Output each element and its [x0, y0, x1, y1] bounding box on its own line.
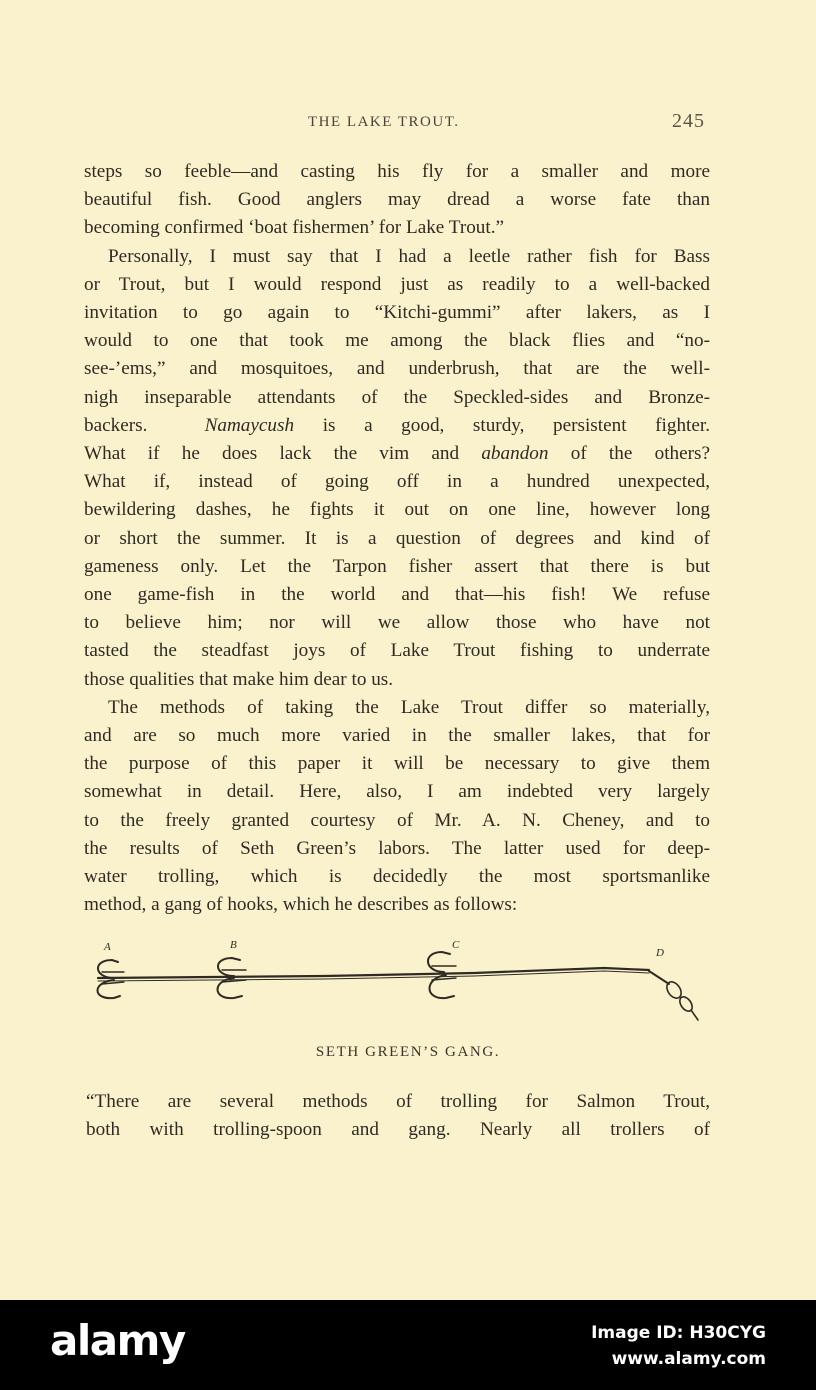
text-line: or short the summer. It is a question of degrees and kind of: [84, 527, 710, 549]
paragraph-1: [84, 158, 710, 243]
italic-word: abandon: [481, 443, 549, 465]
image-id-block: [591, 1320, 766, 1372]
text-line: one game-fish in the world and that—his fish! We refuse: [84, 584, 710, 606]
hook-b: [218, 958, 247, 998]
running-title: THE LAKE TROUT.: [308, 114, 460, 130]
italic-word: Namaycush: [204, 414, 295, 436]
text-fragment: What if he does lack the vim and: [84, 443, 460, 465]
figure-label-b: B: [230, 939, 237, 951]
text-line: to the freely granted courtesy of Mr. A. N. Cheney, and to: [84, 809, 710, 831]
text-line: invitation to go again to “Kitchi-gummi” after lakers, as I: [84, 302, 710, 324]
text-fragment: of the others?: [570, 443, 711, 465]
hook-c: [428, 952, 456, 998]
page-header: [0, 110, 816, 138]
gang-line: [98, 968, 649, 978]
hook-gang-illustration: [84, 938, 710, 1028]
watermark-footer: [0, 1300, 816, 1390]
text-line: [84, 412, 710, 440]
text-line: or Trout, but I would respond just as readily to a well-backed: [84, 273, 710, 295]
text-line: “There are several methods of trolling for Salmon Trout,: [86, 1091, 710, 1112]
figure-label-c: C: [452, 939, 460, 951]
text-line: What if, instead of going off in a hundred unexpected,: [84, 471, 710, 493]
text-line: the purpose of this paper it will be necessary to give them: [84, 753, 710, 775]
text-line: [84, 440, 710, 468]
paragraph-3: [84, 694, 710, 920]
text-line: gameness only. Let the Tarpon fisher assert that there is but: [84, 555, 710, 577]
text-fragment: is a good, sturdy, persistent fighter.: [322, 414, 711, 436]
quote-text: [86, 1088, 710, 1145]
text-line: becoming confirmed ‘boat fishermen’ for Lake Trout.”: [84, 217, 505, 239]
text-line: to believe him; nor will we allow those who have not: [84, 612, 710, 634]
text-line: the results of Seth Green’s labors. The latter used for deep-: [84, 837, 710, 859]
hook-a: [98, 960, 125, 998]
figure-label-d: D: [656, 947, 664, 959]
text-line: somewhat in detail. Here, also, I am indebted very largely: [84, 781, 710, 803]
text-line: water trolling, which is decidedly the most sportsmanlike: [84, 866, 710, 888]
text-line: both with trolling-spoon and gang. Nearly all trollers of: [86, 1119, 710, 1141]
text-fragment: backers.: [84, 414, 148, 436]
text-line: tasted the steadfast joys of Lake Trout fishing to underrate: [84, 640, 710, 662]
page-number: 245: [672, 110, 705, 132]
paragraph-2: [84, 243, 710, 694]
swivel-d: [649, 971, 698, 1020]
figure-label-a: A: [104, 941, 111, 953]
text-line: see-’ems,” and mosquitoes, and underbrush, that are the well-: [84, 358, 710, 380]
text-line: those qualities that make him dear to us.: [84, 668, 394, 690]
site-url: www.alamy.com: [611, 1349, 766, 1369]
text-line: and are so much more varied in the smaller lakes, that for: [84, 725, 710, 747]
text-line: would to one that took me among the black flies and “no-: [84, 330, 710, 352]
figure-caption: SETH GREEN’S GANG.: [315, 1044, 501, 1060]
text-line: Personally, I must say that I had a leetle rather fish for Bass: [108, 245, 710, 267]
text-line: steps so feeble—and casting his fly for a smaller and more: [84, 161, 710, 182]
body-text: [84, 158, 710, 919]
image-id: Image ID: H30CYG: [591, 1323, 766, 1343]
text-line: nigh inseparable attendants of the Speckled-sides and Bronze-: [84, 386, 710, 408]
text-line: method, a gang of hooks, which he describes as follows:: [84, 894, 518, 916]
text-line: bewildering dashes, he fights it out on one line, however long: [84, 499, 710, 521]
text-line: beautiful fish. Good anglers may dread a worse fate than: [84, 189, 710, 211]
brand-logo: alamy: [50, 1316, 185, 1365]
text-line: The methods of taking the Lake Trout differ so materially,: [108, 696, 710, 718]
